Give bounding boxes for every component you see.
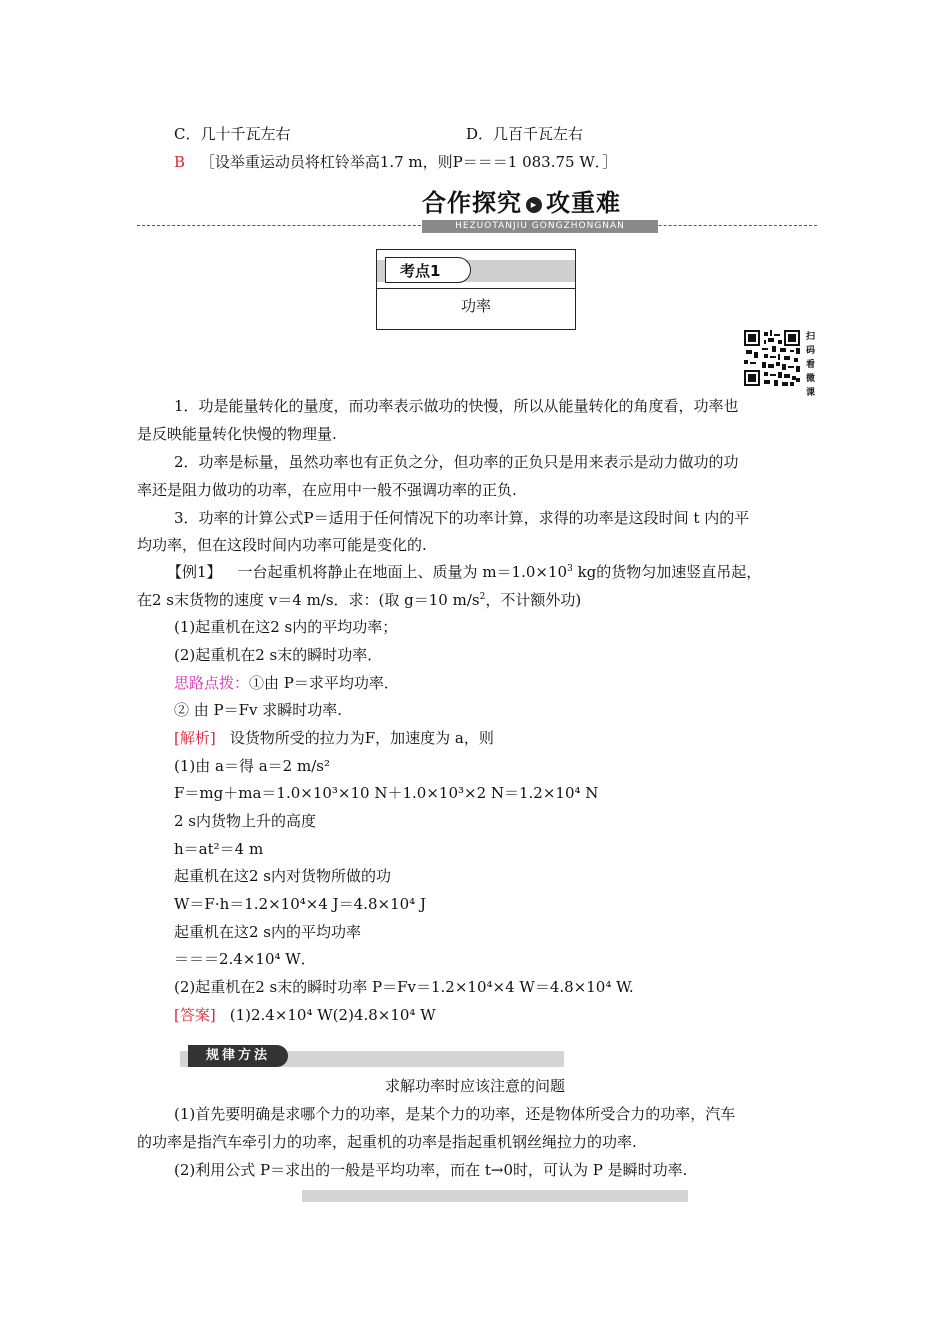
solution-step-4: h＝at²＝4 m xyxy=(174,840,264,858)
solution-intro: 设货物所受的拉力为F，加速度为 a，则 xyxy=(229,729,494,747)
solution-step-6: W＝F·h＝1.2×10⁴×4 J＝4.8×10⁴ J xyxy=(174,895,426,913)
solution-step-9: (2)起重机在2 s末的瞬时功率 P＝Fv＝1.2×10⁴×4 W＝4.8×10⁴ W. xyxy=(174,978,634,996)
banner-title-part-b: 攻重难 xyxy=(546,189,621,217)
section-banner-subtitle: HEZUOTANJIU GONGZHONGNAN xyxy=(422,220,658,233)
hint-text-1: ①由 P＝求平均功率． xyxy=(249,674,399,692)
topic-tag: 考点1 xyxy=(385,257,471,283)
point-3-line-1: 3．功率的计算公式P＝适用于任何情况下的功率计算，求得的功率是这段时间 t 内的平 xyxy=(174,509,750,527)
method-para-1-line-2: 的功率是指汽车牵引力的功率，起重机的功率是指起重机钢丝绳拉力的功率. xyxy=(137,1133,637,1151)
solution-step-5: 起重机在这2 s内对货物所做的功 xyxy=(174,867,392,885)
banner-title-part-a: 合作探究 xyxy=(422,189,522,217)
solution-step-7: 起重机在这2 s内的平均功率 xyxy=(174,923,362,941)
method-para-2: (2)利用公式 P＝求出的一般是平均功率，而在 t→0时，可认为 P 是瞬时功率. xyxy=(174,1161,688,1179)
point-2-line-1: 2．功率是标量，虽然功率也有正负之分，但功率的正负只是用来表示是动力做功的功 xyxy=(174,453,739,471)
example-text-1a: 一台起重机将静止在地面上、质量为 m＝1.0×10 xyxy=(237,563,568,581)
example-exp-1: 3 xyxy=(567,564,573,574)
method-title: 求解功率时应该注意的问题 xyxy=(384,1077,565,1095)
example-text-1b: kg的货物匀加速竖直吊起， xyxy=(572,563,762,581)
point-2-line-2: 率还是阻力做功的功率，在应用中一般不强调功率的正负. xyxy=(137,481,517,499)
example-text-2a: 在2 s末货物的速度 v＝4 m/s．求：(取 g＝10 m/s xyxy=(137,591,480,609)
topic-divider xyxy=(377,288,575,289)
answer-values: (1)2.4×10⁴ W(2)4.8×10⁴ W xyxy=(229,1006,436,1024)
option-d: D．几百千瓦左右 xyxy=(466,125,584,143)
qr-code-icon[interactable] xyxy=(744,330,800,386)
answer-label: [答案] xyxy=(174,1006,216,1024)
solution-step-1: (1)由 a＝得 a＝2 m/s² xyxy=(174,757,330,775)
hint-line-2: ② 由 P＝Fv 求瞬时功率. xyxy=(174,701,343,719)
example-line-2 xyxy=(137,590,581,610)
method-tag: 规律方法 xyxy=(188,1045,288,1067)
topic-label: 功率 xyxy=(460,297,491,315)
answer-line xyxy=(174,151,617,172)
example-tag: 【例1】 xyxy=(167,563,222,581)
chevron-right-icon: ▸ xyxy=(526,197,542,213)
solution-label: [解析] xyxy=(174,729,216,747)
point-1-line-2: 是反映能量转化快慢的物理量. xyxy=(137,425,337,443)
example-line-1 xyxy=(167,562,761,582)
answer-letter: B xyxy=(174,153,186,171)
point-3-line-2: 均功率，但在这段时间内功率可能是变化的. xyxy=(137,536,427,554)
example-question-2: (2)起重机在2 s末的瞬时功率． xyxy=(174,646,383,664)
hint-line-1 xyxy=(174,673,399,693)
example-exp-2: 2 xyxy=(479,592,486,602)
solution-step-8: ＝＝＝2.4×10⁴ W． xyxy=(174,950,316,968)
final-answer-line xyxy=(174,1005,436,1025)
topic-box xyxy=(376,249,576,330)
point-1-line-1: 1．功是能量转化的量度，而功率表示做功的快慢，所以从能量转化的角度看，功率也 xyxy=(174,397,739,415)
solution-step-2: F＝mg＋ma＝1.0×10³×10 N＋1.0×10³×2 N＝1.2×10⁴ N xyxy=(174,784,599,802)
hint-label: 思路点拨： xyxy=(174,674,250,692)
example-question-1: (1)起重机在这2 s内的平均功率； xyxy=(174,618,398,636)
solution-step-3: 2 s内货物上升的高度 xyxy=(174,812,317,830)
section-banner-title xyxy=(414,186,629,220)
answer-explanation: ［设举重运动员将杠铃举高1.7 m，则P＝＝＝1 083.75 W．］ xyxy=(199,153,618,171)
qr-caption: 扫码看微课 xyxy=(806,332,816,398)
solution-intro-line xyxy=(174,728,494,748)
example-text-2b: ，不计额外功) xyxy=(485,591,582,609)
method-para-1-line-1: (1)首先要明确是求哪个力的功率，是某个力的功率，还是物体所受合力的功率，汽车 xyxy=(174,1105,736,1123)
option-c: C．几十千瓦左右 xyxy=(174,125,291,143)
bottom-bar xyxy=(302,1190,688,1202)
method-bar xyxy=(180,1048,564,1067)
